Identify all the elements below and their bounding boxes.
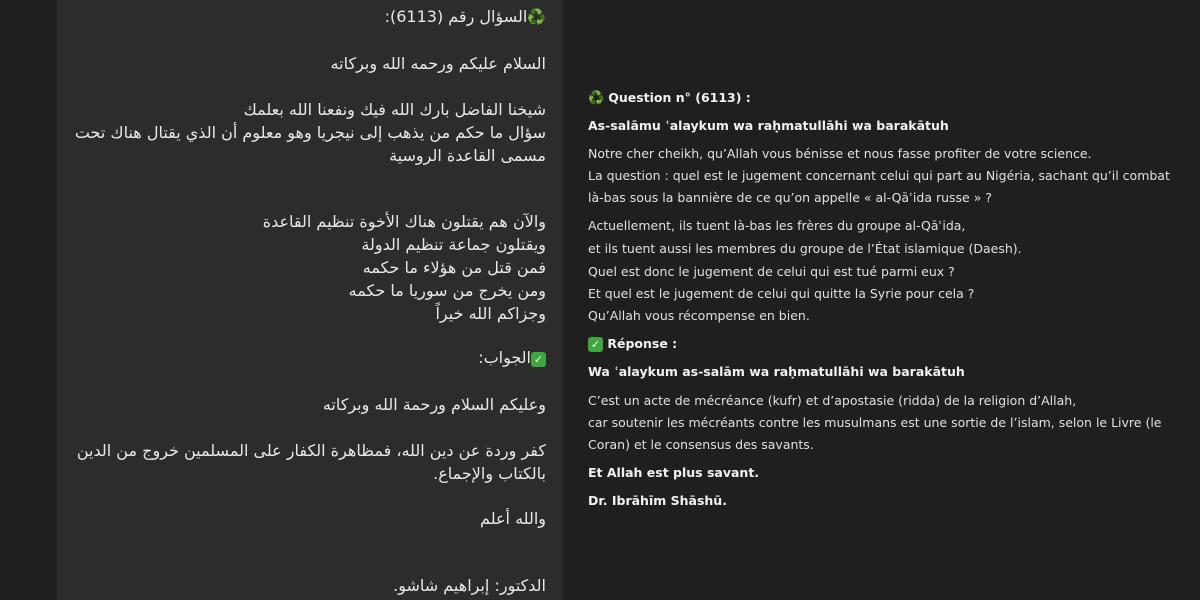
arabic-question-line4: ومن يخرج من سوريا ما حكمه: [348, 281, 546, 300]
arabic-question-title: ♻️السؤال رقم (6113):: [385, 5, 546, 29]
french-question-title: ♻️ Question n° (6113) :: [588, 87, 1188, 110]
french-line2: La question : quel est le jugement concernant celui qui part au Nigéria, sachant qu’il combat là-bas sous la bannière de ce qu’on appelle « al-Qāʿida russe » ?: [588, 168, 1170, 205]
arabic-answer-greeting: وعليكم السلام ورحمة الله وبركاته: [322, 395, 546, 414]
french-line6: Et quel est le jugement de celui qui quitte la Syrie pour cela ?: [588, 286, 975, 301]
french-signature: Dr. Ibrāhīm Shāshū.: [588, 493, 727, 508]
french-answer-greeting: Wa ʿalaykum as-salām wa raḥmatullāhi wa barakātuh: [588, 364, 965, 379]
french-closing: Et Allah est plus savant.: [588, 465, 760, 480]
recycle-icon: ♻️: [527, 8, 546, 26]
french-answer-title: ✓ Réponse :: [588, 333, 1188, 355]
arabic-signature: الدكتور: إبراهيم شاشو.: [393, 576, 546, 595]
french-answer-line2: car soutenir les mécréants contre les musulmans est une sortie de l’islam, selon le Livre (le Coran) et le consensus des savants.: [588, 415, 1162, 452]
arabic-question-line5: وجزاكم الله خيراً: [435, 304, 546, 323]
arabic-body-line1: شيخنا الفاضل بارك الله فيك ونفعنا الله بعلمك: [243, 100, 546, 119]
check-icon: ✓: [588, 337, 603, 352]
arabic-answer-title: ✓الجواب:: [478, 346, 546, 369]
recycle-icon: ♻️: [588, 91, 605, 106]
french-line1: Notre cher cheikh, qu’Allah vous bénisse et nous fasse profiter de votre science.: [588, 146, 1092, 161]
french-line3: Actuellement, ils tuent là-bas les frères du groupe al-Qāʿida,: [588, 218, 966, 233]
arabic-body-line2: سؤال ما حكم من يذهب إلى نيجريا وهو معلوم أن الذي يقتال هناك تحت مسمى القاعدة الروسية: [74, 123, 546, 165]
arabic-question-line1: والآن هم يقتلون هناك الأخوة تنظيم القاعدة: [262, 212, 546, 231]
check-icon: ✓: [531, 352, 546, 367]
arabic-question-line3: فمن قتل من هؤلاء ما حكمه: [362, 258, 546, 277]
french-panel: [563, 0, 1200, 600]
left-gutter: [0, 0, 57, 600]
french-line7: Qu’Allah vous récompense en bien.: [588, 308, 810, 323]
french-greeting: As-salāmu ʿalaykum wa raḥmatullāhi wa barakātuh: [588, 118, 949, 133]
arabic-greeting: السلام عليكم ورحمه الله وبركاته: [330, 54, 546, 73]
french-answer-line1: C’est un acte de mécréance (kufr) et d’apostasie (ridda) de la religion d’Allah,: [588, 393, 1077, 408]
arabic-question-line2: ويقتلون جماعة تنظيم الدولة: [361, 235, 546, 254]
arabic-answer-body: كفر وردة عن دين الله، فمظاهرة الكفار على المسلمين خروج من الدين بالكتاب والإجماع.: [76, 441, 546, 483]
arabic-closing: والله أعلم: [480, 509, 546, 528]
french-line5: Quel est donc le jugement de celui qui est tué parmi eux ?: [588, 264, 955, 279]
arabic-panel: [57, 0, 563, 600]
french-line4: et ils tuent aussi les membres du groupe de l’État islamique (Daesh).: [588, 241, 1022, 256]
